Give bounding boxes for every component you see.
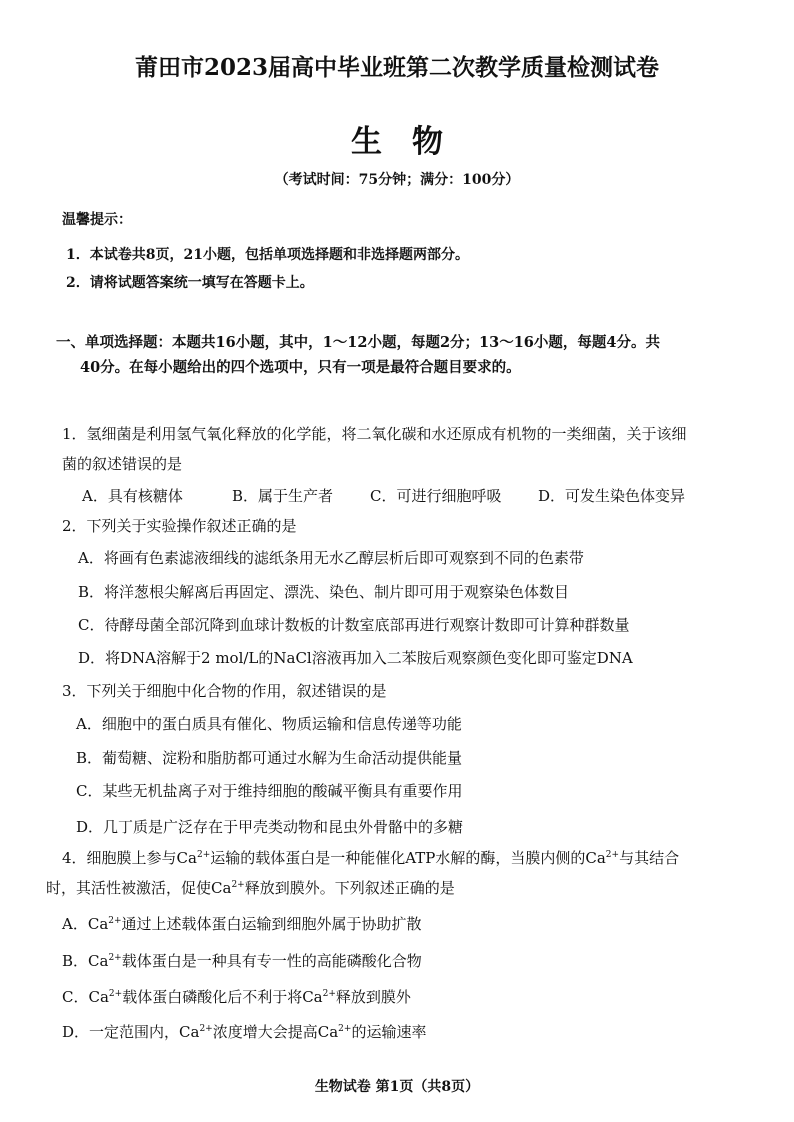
notice-item-1: 1．本试卷共8页，21小题，包括单项选择题和非选择题两部分。	[66, 247, 469, 263]
notice-heading: 温馨提示：	[62, 212, 132, 228]
q4-stem-line1: 4．细胞膜上参与$Ca^{2+}$运输的载体蛋白是一种能催化ATP水解的酶，当膜内侧的$Ca^{2+}$与其结合	[62, 849, 680, 867]
page-footer: 生物试卷 第1页（共8页）	[314, 1079, 480, 1095]
subject-title: 生物	[351, 124, 473, 160]
q3-option-a: A．细胞中的蛋白质具有催化、物质运输和信息传递等功能	[76, 715, 462, 733]
q4-option-d: D．一定范围内，$Ca^{2+}$浓度增大会提高$Ca^{2+}$的运输速率	[62, 1023, 427, 1041]
q1-stem-line2: 菌的叙述错误的是	[62, 455, 183, 473]
notice-item-2: 2．请将试题答案统一填写在答题卡上。	[66, 275, 314, 291]
q4-option-c: C．$Ca^{2+}$载体蛋白磷酸化后不利于将$Ca^{2+}$释放到膜外	[62, 988, 411, 1006]
q2-option-c: C．待酵母菌全部沉降到血球计数板的计数室底部再进行观察计数即可计算种群数量	[78, 616, 630, 634]
q3-option-b: B．葡萄糖、淀粉和脂肪都可通过水解为生命活动提供能量	[76, 749, 463, 767]
q2-option-b: B．将洋葱根尖解离后再固定、漂洗、染色、制片即可用于观察染色体数目	[78, 583, 570, 601]
q4-option-b: B．$Ca^{2+}$载体蛋白是一种具有专一性的高能磷酸化合物	[62, 952, 422, 970]
q2-option-d: D．将DNA溶解于2 mol/L的NaCl溶液再加入二苯胺后观察颜色变化即可鉴定DNA	[78, 649, 633, 667]
q1-option-c: C．可进行细胞呼吸	[370, 487, 502, 505]
q3-option-d: D．几丁质是广泛存在于甲壳类动物和昆虫外骨骼中的多糖	[76, 818, 464, 836]
q1-option-a: A．具有核糖体	[82, 487, 183, 505]
exam-title: 莆田市2023届高中毕业班第二次教学质量检测试卷	[134, 54, 659, 81]
q1-option-b: B．属于生产者	[232, 487, 334, 505]
q1-option-d: D．可发生染色体变异	[538, 487, 686, 505]
section1-instruction-line2: 40分。在每小题给出的四个选项中，只有一项是最符合题目要求的。	[80, 359, 521, 376]
section1-instruction-line1: 一、单项选择题：本题共16小题，其中，1～12小题，每题2分；13～16小题，每题4分。共	[56, 334, 660, 351]
q3-option-c: C．某些无机盐离子对于维持细胞的酸碱平衡具有重要作用	[76, 782, 463, 800]
q2-option-a: A．将画有色素滤液细线的滤纸条用无水乙醇层析后即可观察到不同的色素带	[78, 549, 584, 567]
q4-option-a: A．$Ca^{2+}$通过上述载体蛋白运输到细胞外属于协助扩散	[62, 915, 422, 933]
q2-stem: 2．下列关于实验操作叙述正确的是	[62, 517, 297, 535]
q3-stem: 3．下列关于细胞中化合物的作用，叙述错误的是	[62, 682, 387, 700]
q4-stem-line2: 时，其活性被激活，促使$Ca^{2+}$释放到膜外。下列叙述正确的是	[46, 879, 455, 897]
q1-stem-line1: 1．氢细菌是利用氢气氧化释放的化学能，将二氧化碳和水还原成有机物的一类细菌，关于该细	[62, 425, 687, 443]
exam-info: （考试时间：75分钟；满分：100分）	[274, 172, 520, 188]
